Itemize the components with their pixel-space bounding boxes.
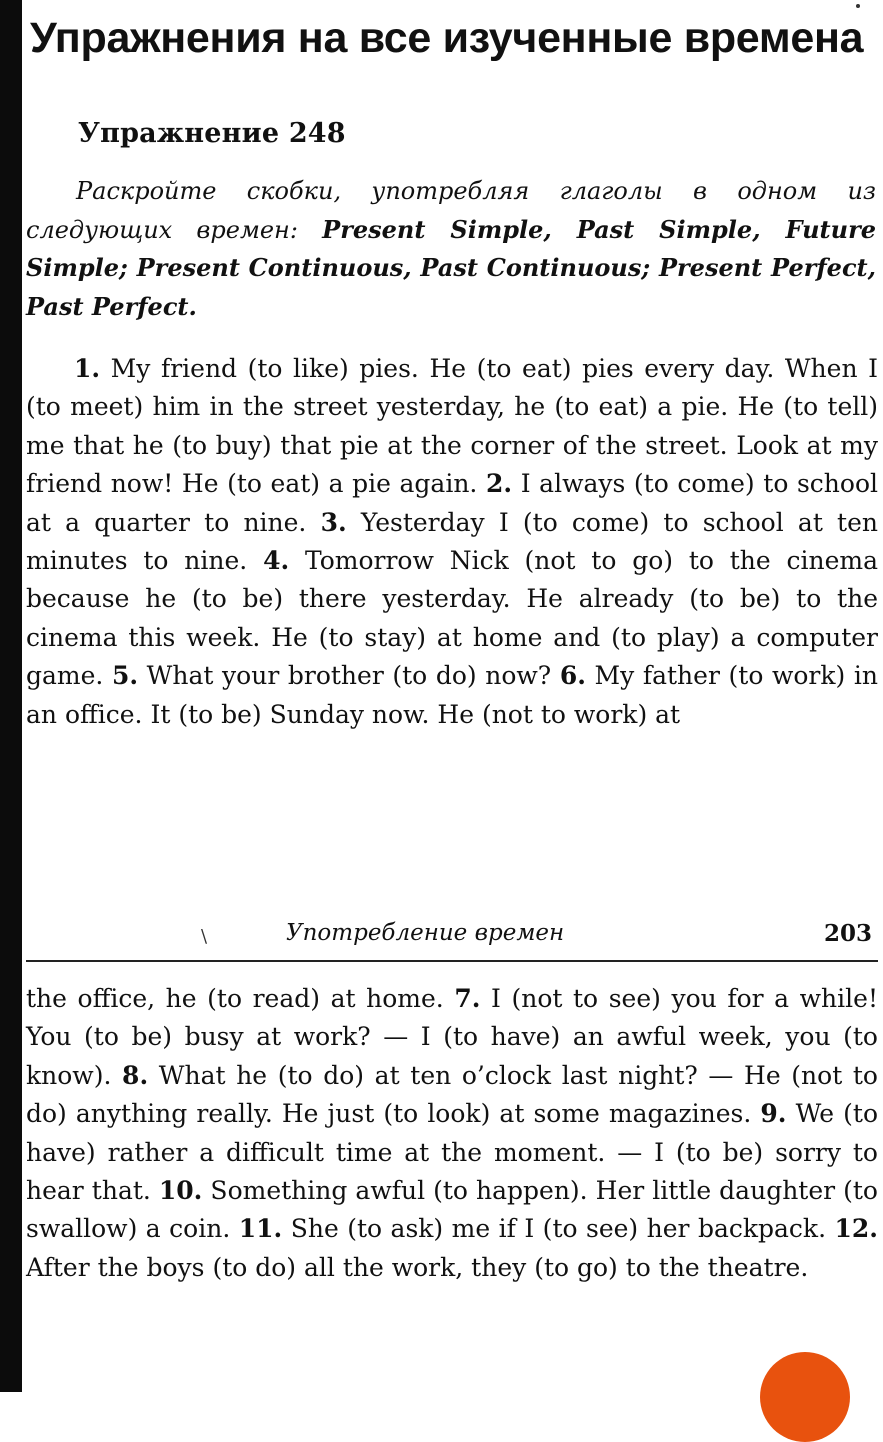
item-text: My father (to work) in an office. It (to be) Sunday now. He (not to work) at bbox=[26, 661, 878, 729]
item-text: After the boys (to do) all the work, they (to go) to the theatre. bbox=[26, 1252, 809, 1282]
page-footer bbox=[26, 920, 878, 962]
item-text: I (not to see) you for a while! You (to be) busy at work? — I (to have) an awful week, you (to know). bbox=[26, 984, 878, 1090]
item-number: 9. bbox=[760, 1099, 787, 1129]
item-number: 5. bbox=[111, 661, 139, 691]
page-number: 203 bbox=[823, 920, 872, 947]
item-number: 1. bbox=[74, 354, 101, 383]
item-text: Tomorrow Nick (not to go) to the cinema because he (to be) there yesterday. He already (to be) to the cinema this week. He (to stay) at home and (to play) a computer game. bbox=[26, 546, 878, 691]
item-number: 3. bbox=[320, 507, 347, 537]
footer-section-title: Употребление времен bbox=[286, 920, 565, 946]
item-number: 11. bbox=[238, 1214, 283, 1244]
exercise-text-part1 bbox=[26, 350, 878, 734]
instructions-tenses: Present Simple, Past Simple, Future Simple; Present Continuous, Past Continuous; Present Perfect, Past Perfect. bbox=[26, 214, 877, 321]
print-mark: \ bbox=[201, 926, 208, 947]
item-number: 8. bbox=[122, 1060, 149, 1090]
floating-action-button[interactable] bbox=[760, 1352, 850, 1442]
status-dot bbox=[856, 4, 860, 8]
item-number: 7. bbox=[454, 984, 481, 1013]
item-text: She (to ask) me if I (to see) her backpack. bbox=[282, 1214, 835, 1244]
item-text: the office, he (to read) at home. bbox=[26, 984, 455, 1013]
page-edge-bar bbox=[0, 0, 22, 1392]
exercise-text-part2 bbox=[26, 980, 878, 1287]
page-title: Упражнения на все изученные времена bbox=[30, 14, 864, 62]
item-text: We (to have) rather a difficult time at the moment. — I (to be) sorry to hear that. bbox=[26, 1099, 878, 1206]
item-number: 12. bbox=[834, 1214, 879, 1244]
instructions-text: Раскройте скобки, употребляя глаголы в одном из следующих времен: bbox=[26, 177, 876, 244]
item-number: 6. bbox=[559, 661, 586, 691]
item-number: 10. bbox=[158, 1176, 203, 1206]
item-text: What he (to do) at ten o’clock last night? — He (not to do) anything really. He just (to look) at some magazines. bbox=[26, 1060, 878, 1129]
item-text: Something awful (to happen). Her little daughter (to swallow) a coin. bbox=[26, 1176, 878, 1244]
item-text: What your brother (to do) now? bbox=[138, 661, 560, 691]
exercise-instructions bbox=[26, 172, 876, 326]
item-text: I always (to come) to school at a quarter to nine. bbox=[26, 469, 878, 537]
item-text: Yesterday I (to come) to school at ten minutes to nine. bbox=[26, 507, 878, 576]
item-number: 4. bbox=[263, 546, 290, 576]
item-text: My friend (to like) pies. He (to eat) pies every day. When I (to meet) him in the street yesterday, he (to eat) a pie. He (to tell) me that he (to buy) that pie at the corner of the street. Look at my friend now! He (to eat) a pie again. bbox=[26, 354, 878, 499]
item-number: 2. bbox=[485, 469, 513, 499]
exercise-title: Упражнение 248 bbox=[78, 118, 346, 149]
